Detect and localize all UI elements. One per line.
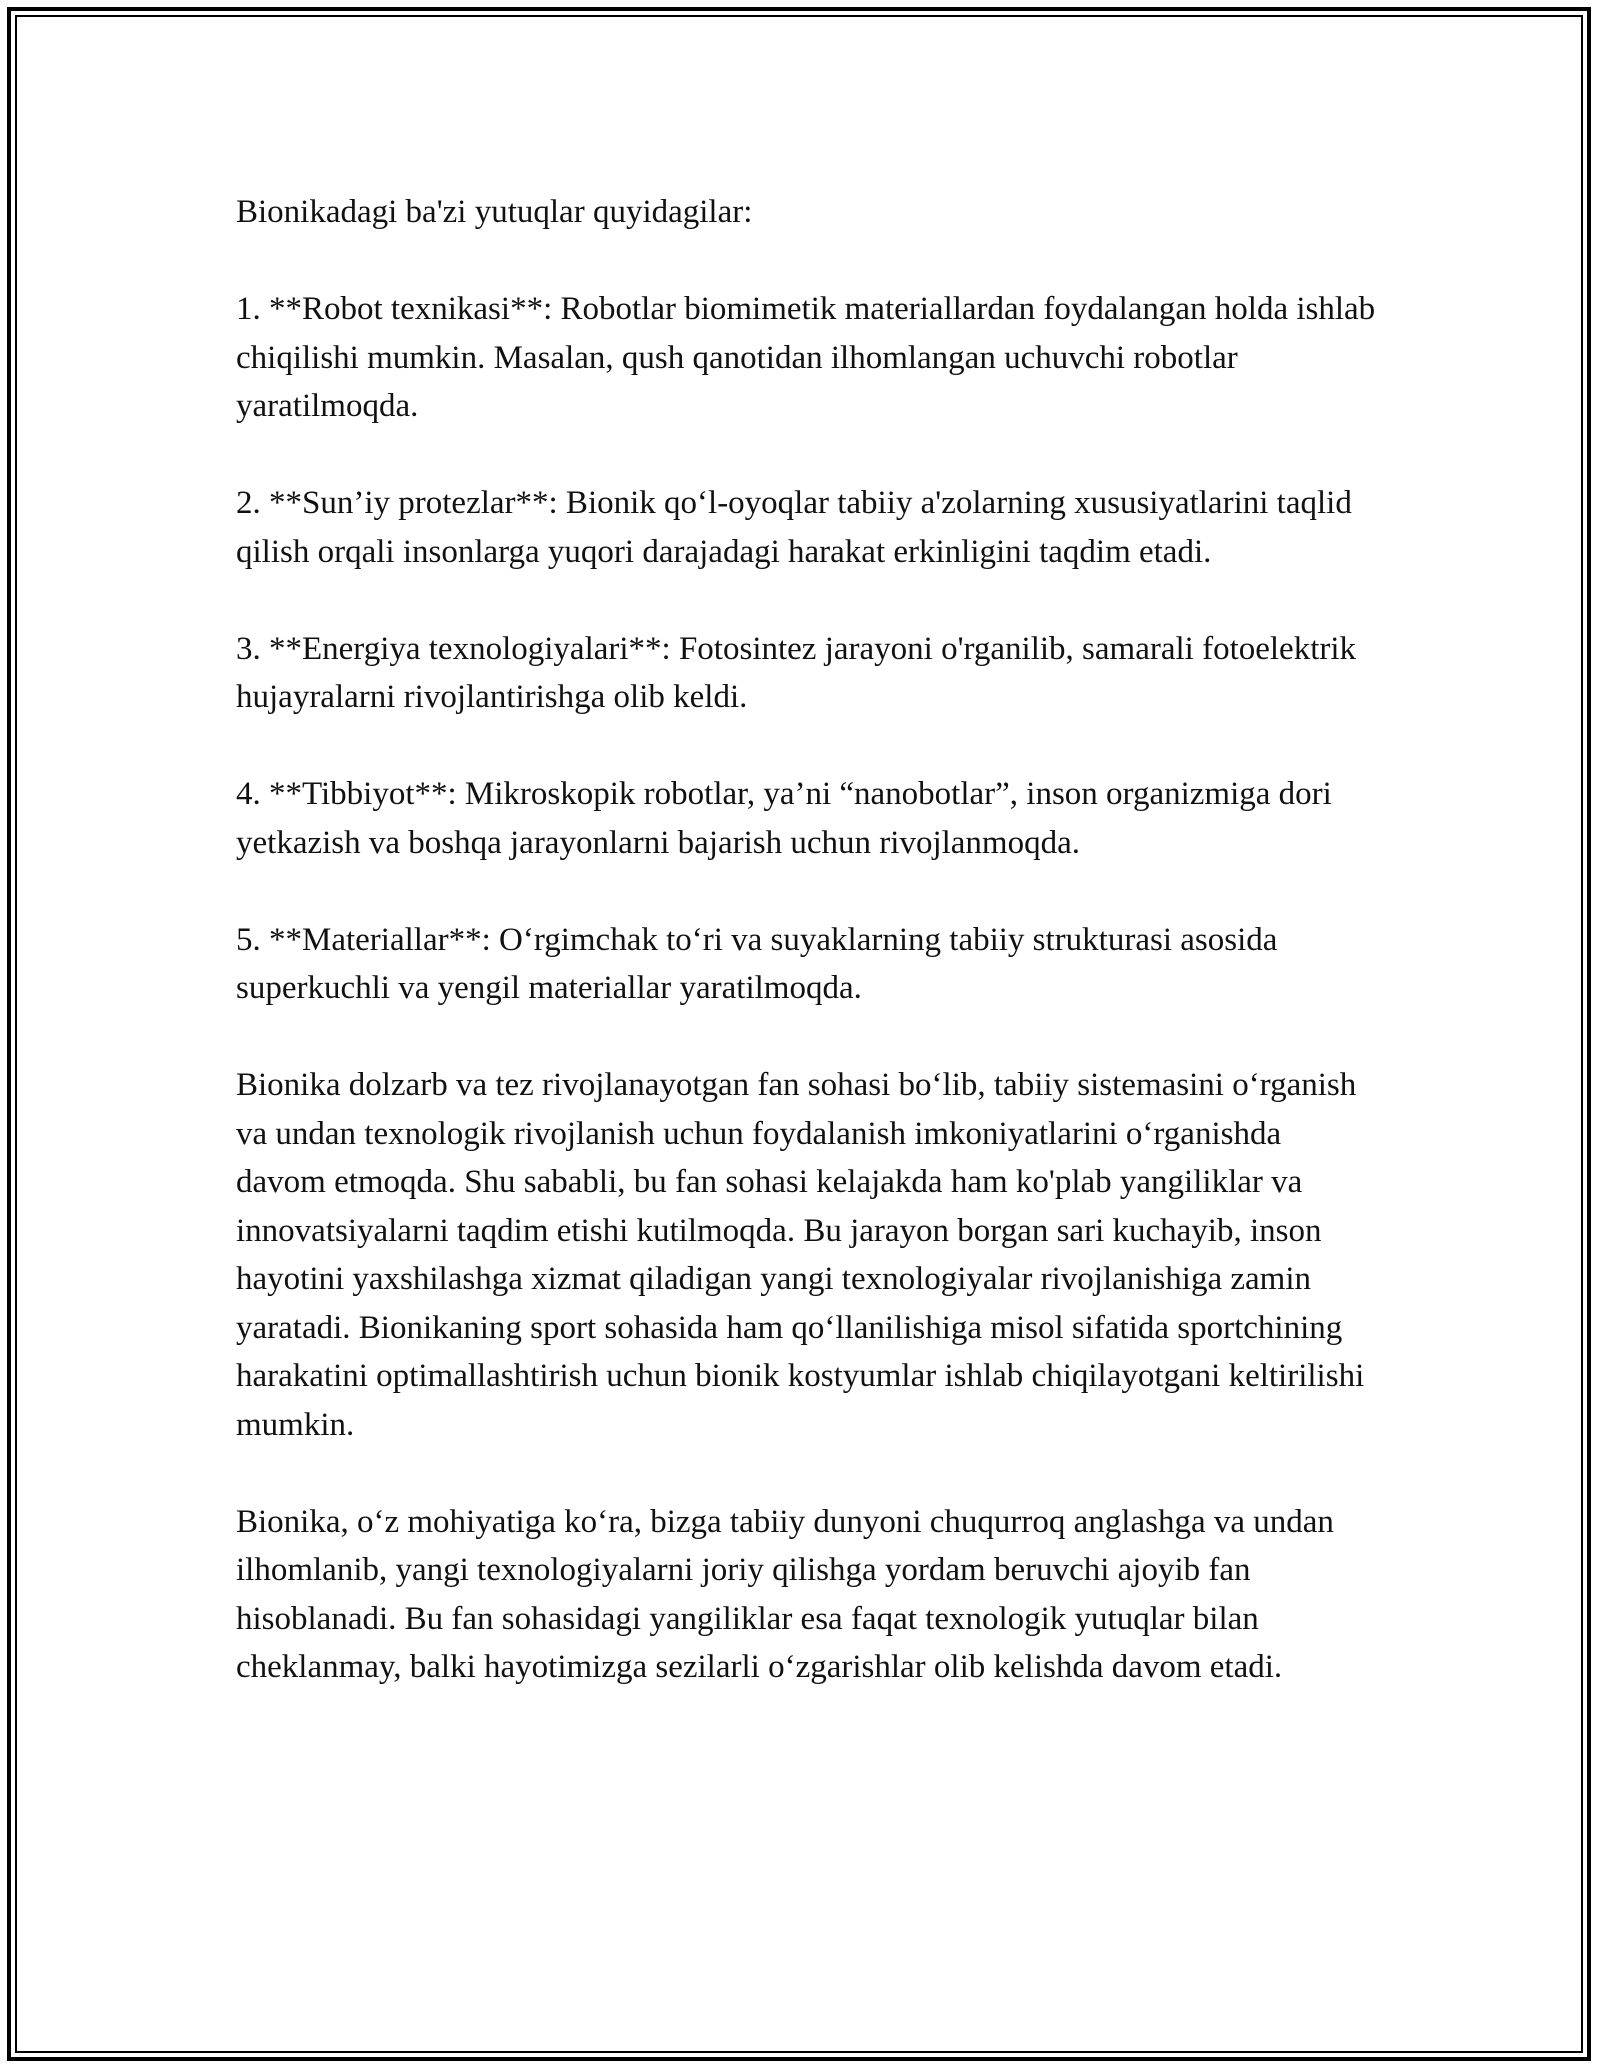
- list-item-suniy-protezlar: 2. **Sun’iy protezlar**: Bionik qo‘l-oyoqlar tabiiy a'zolarning xususiyatlarini taqlid qilish orqali insonlarga yuqori darajadagi harakat erkinligini taqdim etadi.: [236, 485, 1352, 570]
- list-item-materiallar: 5. **Materiallar**: O‘rgimchak to‘ri va suyaklarning tabiiy strukturasi asosida superkuchli va yengil materiallar yaratilmoqda.: [236, 921, 1278, 1006]
- conclusion-paragraph: Bionika, o‘z mohiyatiga ko‘ra, bizga tabiiy dunyoni chuqurroq anglashga va undan ilhomlanib, yangi texnologiyalarni joriy qilishga yordam beruvchi ajoyib fan hisoblanadi. Bu fan sohasidagi yangiliklar esa faqat texnologik yutuqlar bilan cheklanmay, balki hayotimizga sezilarli o‘zgarishlar olib kelishda davom etadi.: [236, 1503, 1334, 1685]
- list-item-energiya-texnologiyalari: 3. **Energiya texnologiyalari**: Fotosintez jarayoni o'rganilib, samarali fotoelektrik hujayralarni rivojlantirishga olib keldi.: [236, 630, 1357, 715]
- body-paragraph: Bionika dolzarb va tez rivojlanayotgan fan sohasi bo‘lib, tabiiy sistemasini o‘rganish va undan texnologik rivojlanish uchun foydalanish imkoniyatlarini o‘rganishda davom etmoqda. Shu sababli, bu fan sohasi kelajakda ham ko'plab yangiliklar va innovatsiyalarni taqdim etishi kutilmoqda. Bu jarayon borgan sari kuchayib, inson hayotini yaxshilashga xizmat qiladigan yangi texnologiyalar rivojlanishiga zamin yaratadi. Bionikaning sport sohasida ham qo‘llanilishiga misol sifatida sportchining harakatini optimallashtirish uchun bionik kostyumlar ishlab chiqilayotgani keltirilishi mumkin.: [236, 1067, 1365, 1443]
- intro-paragraph: Bionikadagi ba'zi yutuqlar quyidagilar:: [236, 194, 753, 230]
- list-item-tibbiyot: 4. **Tibbiyot**: Mikroskopik robotlar, ya’ni “nanobotlar”, inson organizmiga dori yetkazish va boshqa jarayonlarni bajarish uchun rivojlanmoqda.: [236, 776, 1332, 861]
- list-item-robot-texnikasi: 1. **Robot texnikasi**: Robotlar biomimetik materiallardan foydalangan holda ishlab chiqilishi mumkin. Masalan, qush qanotidan ilhomlangan uchuvchi robotlar yaratilmoqda.: [236, 291, 1376, 424]
- document-body: [236, 188, 1376, 1692]
